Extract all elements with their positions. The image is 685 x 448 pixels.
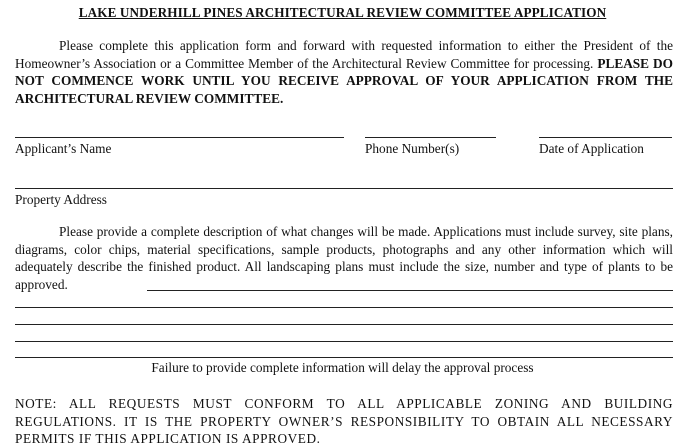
description-line-5[interactable] [15, 357, 673, 358]
note-section [15, 395, 673, 448]
applicant-name-line[interactable] [15, 137, 344, 138]
phone-number-label: Phone Number(s) [365, 141, 460, 156]
phone-number-line[interactable] [365, 137, 496, 138]
description-text: Please provide a complete description of what changes will be made. Applications must include survey, site plans, diagrams, color chips, material specifications, sample products, photographs and any other information which will adequately describe the finished product. All landscaping plans must include the size, number and type of plants to be approved. [15, 224, 673, 292]
description-line-2[interactable] [15, 307, 673, 308]
description-line-3[interactable] [15, 324, 673, 325]
form-title: LAKE UNDERHILL PINES ARCHITECTURAL REVIEW COMMITTEE APPLICATION [78, 5, 607, 20]
failure-notice: Failure to provide complete information will delay the approval process [151, 360, 534, 375]
intro-text: Please complete this application form and forward with requested information to either the President of the Homeowner’s Association or a Committee Member of the Architectural Review Committee for processing. [15, 38, 673, 71]
property-address-line[interactable] [15, 188, 673, 189]
application-date-line[interactable] [539, 137, 672, 138]
property-address-label: Property Address [15, 192, 107, 207]
description-line-1[interactable] [147, 290, 673, 291]
description-section [15, 223, 673, 293]
intro-section [15, 37, 673, 107]
applicant-name-label: Applicant’s Name [15, 141, 112, 156]
description-line-4[interactable] [15, 341, 673, 342]
intro-warning: PLEASE DO NOT COMMENCE WORK UNTIL YOU RECEIVE APPROVAL OF YOUR APPLICATION FROM THE ARCHITECTURAL REVIEW COMMITTEE. [15, 55, 673, 106]
note-text: NOTE: ALL REQUESTS MUST CONFORM TO ALL APPLICABLE ZONING AND BUILDING REGULATIONS. IT IS THE PROPERTY OWNER’S RESPONSIBILITY TO OBTAIN ALL NECESSARY PERMITS IF THIS APPLICATION IS APPROVED. [15, 396, 673, 446]
application-date-label: Date of Application [539, 141, 644, 156]
